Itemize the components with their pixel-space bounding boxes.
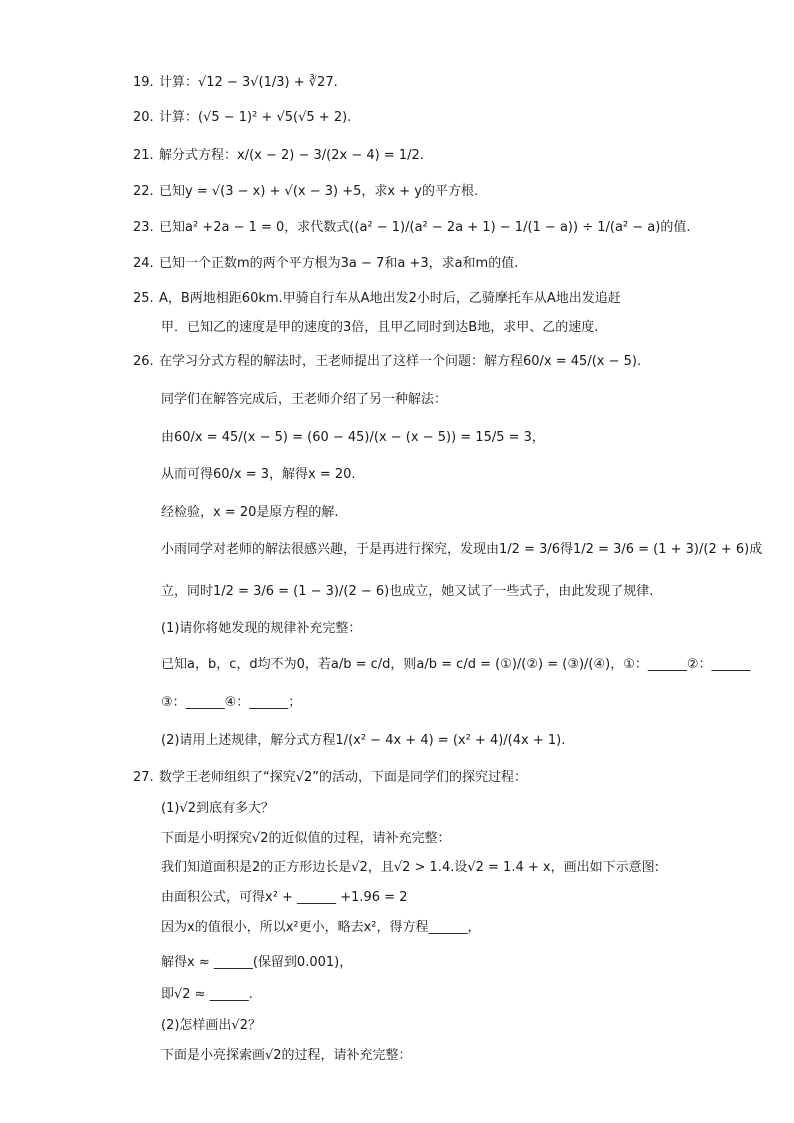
problem-26: 26. 在学习分式方程的解法时，王老师提出了这样一个问题：解方程60/x = 45/(x − 5). (133, 354, 642, 369)
p26-line-8: 已知a，b，c，d均不为0，若a/b = c/d，则a/b = c/d = (①)/(②) = (③)/(④)，①：______②：______ (161, 657, 751, 672)
problem-22: 22. 已知y = √(3 − x) + √(x − 3) +5，求x + y的平方根. (133, 184, 479, 199)
p26-line-2: 由60/x = 45/(x − 5) = (60 − 45)/(x − (x − 5)) = 15/5 = 3， (161, 430, 545, 445)
problem-23-text: 已知a² +2a − 1 = 0，求代数式((a² − 1)/(a² − 2a + 1) − 1/(1 − a)) ÷ 1/(a² − a)的值. (159, 220, 691, 235)
p26-line-5: 小雨同学对老师的解法很感兴趣，于是再进行探究，发现由1/2 = 3/6得1/2 = 3/6 = (1 + 3)/(2 + 6)成 (161, 542, 763, 557)
problem-20-text: 计算：(√5 − 1)² + √5(√5 + 2). (159, 110, 352, 125)
problem-19: 19. 计算：√12 − 3√(1/3) + ∛27. (133, 75, 338, 90)
p27-line-5: 因为x的值很小，所以x²更小，略去x²，得方程______， (161, 920, 481, 935)
p27-line-7: 即√2 ≈ ______. (161, 987, 253, 1002)
problem-24: 24. 已知一个正数m的两个平方根为3a − 7和a +3，求a和m的值. (133, 256, 519, 271)
problem-19-text: 计算：√12 − 3√(1/3) + ∛27. (159, 75, 338, 90)
problem-25: 25. A，B两地相距60km.甲骑自行车从A地出发2小时后，乙骑摩托车从A地出发追赶 (133, 291, 621, 306)
p26-line-6: 立，同时1/2 = 3/6 = (1 − 3)/(2 − 6)也成立，她又试了一些式子，由此发现了规律. (161, 584, 654, 599)
p26-line-1: 同学们在解答完成后，王老师介绍了另一种解法： (161, 392, 448, 407)
problem-24-text: 已知一个正数m的两个平方根为3a − 7和a +3，求a和m的值. (159, 256, 519, 271)
p27-line-9: 下面是小亮探索画√2的过程，请补充完整： (161, 1048, 412, 1063)
p26-line-9: ③：______④：______； (161, 695, 302, 710)
problem-21: 21. 解分式方程：x/(x − 2) − 3/(2x − 4) = 1/2. (133, 148, 424, 163)
p26-line-3: 从而可得60/x = 3，解得x = 20. (161, 467, 356, 482)
p27-line-2: 下面是小明探究√2的近似值的过程，请补充完整： (161, 831, 451, 846)
p26-line-4: 经检验，x = 20是原方程的解. (161, 505, 339, 520)
p27-line-4: 由面积公式，可得x² + ______ +1.96 = 2 (161, 890, 408, 905)
p26-line-7: (1)请你将她发现的规律补充完整： (161, 621, 362, 636)
problem-23: 23. 已知a² +2a − 1 = 0，求代数式((a² − 1)/(a² − 2a + 1) − 1/(1 − a)) ÷ 1/(a² − a)的值. (133, 220, 691, 235)
problem-27-text: 数学王老师组织了“探究√2”的活动，下面是同学们的探究过程： (159, 770, 528, 785)
problem-27: 27. 数学王老师组织了“探究√2”的活动，下面是同学们的探究过程： (133, 770, 528, 785)
p27-line-8: (2)怎样画出√2？ (161, 1018, 261, 1033)
p27-line-1: (1)√2到底有多大？ (161, 801, 274, 816)
problem-21-text: 解分式方程：x/(x − 2) − 3/(2x − 4) = 1/2. (159, 148, 424, 163)
p26-line-10: (2)请用上述规律，解分式方程1/(x² − 4x + 4) = (x² + 4)/(4x + 1). (161, 733, 566, 748)
problem-25-text: A，B两地相距60km.甲骑自行车从A地出发2小时后，乙骑摩托车从A地出发追赶 (159, 291, 621, 306)
problem-20: 20. 计算：(√5 − 1)² + √5(√5 + 2). (133, 110, 352, 125)
p27-line-6: 解得x ≈ ______(保留到0.001)， (161, 955, 353, 970)
problem-22-text: 已知y = √(3 − x) + √(x − 3) +5，求x + y的平方根. (159, 184, 479, 199)
problem-26-text: 在学习分式方程的解法时，王老师提出了这样一个问题：解方程60/x = 45/(x − 5). (159, 354, 642, 369)
p27-line-3: 我们知道面积是2的正方形边长是√2，且√2 > 1.4.设√2 = 1.4 + x，画出如下示意图: (161, 860, 659, 875)
problem-25-cont: 甲．已知乙的速度是甲的速度的3倍，且甲乙同时到达B地，求甲、乙的速度. (161, 320, 599, 335)
